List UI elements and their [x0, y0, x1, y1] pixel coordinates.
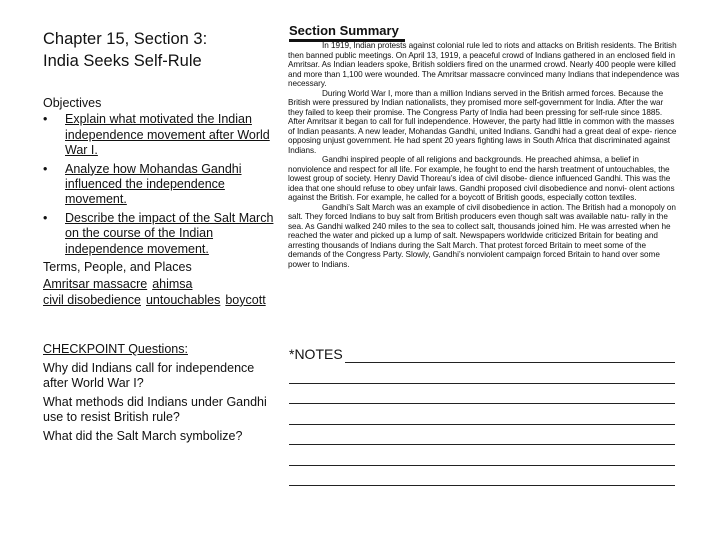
objective-item	[43, 162, 275, 208]
notes-line	[289, 465, 675, 466]
objectives-list	[43, 112, 275, 257]
bullet-icon: •	[43, 112, 48, 127]
objective-item	[43, 211, 275, 257]
summary-body	[288, 41, 680, 269]
notes-line	[289, 444, 675, 445]
objective-text: Analyze how Mohandas Gandhi influenced the independence movement.	[65, 161, 242, 207]
objective-item	[43, 112, 275, 158]
objective-text: Explain what motivated the Indian independence movement after World War I.	[65, 112, 270, 158]
checkpoint-question: What methods did Indians under Gandhi use to resist British rule?	[43, 394, 267, 425]
term-ahimsa: ahimsa	[152, 277, 193, 292]
title-line-1: Chapter 15, Section 3:	[43, 30, 208, 48]
checkpoint-question: What did the Salt March symbolize?	[43, 428, 243, 443]
title-line-2: India Seeks Self-Rule	[43, 52, 202, 70]
notes-line	[345, 348, 675, 363]
notes-line	[289, 485, 675, 486]
notes-section	[289, 345, 675, 486]
checkpoint-heading: CHECKPOINT Questions:	[43, 342, 188, 356]
summary-paragraph: During World War I, more than a million Indians served in the British armed forces. Because the British were pressured by Indian nationalists, they promised more self-government for India. After the war they failed to keep their promise. The Congress Party of India had been pressing for self-rule since 1885. After Amritsar it began to call for full independence. However, the party had little in common with the masses of Indian peasants. A new leader, Mohandas Gandhi, united Indians. Gandhi had a great deal of expe- rience opposing unjust government. He had spent 20 years fighting laws in South Africa that discriminated against Indians.	[288, 88, 677, 155]
term-untouchables: untouchables	[145, 292, 221, 307]
objectives-panel	[43, 28, 275, 308]
bullet-icon: •	[43, 210, 48, 225]
term-boycott: boycott	[225, 292, 266, 307]
checkpoint-question: Why did Indians call for independence after World War I?	[43, 360, 255, 391]
notes-heading: *NOTES	[289, 346, 343, 362]
notes-heading-row	[289, 345, 675, 363]
term-civil-disobedience: civil disobedience	[43, 292, 141, 307]
terms-list	[43, 277, 275, 308]
summary-paragraph: Gandhi’s Salt March was an example of civil disobedience in action. The British had a monopoly on salt. They forced Indians to buy salt from British producers even though salt was available natu- rally in the sea. As Gandhi walked 240 miles to the sea to collect salt, thousands joined him. He was arrested when he reached the water and picked up a lump of salt. Newspapers worldwide criticized Britain for beating and arresting thousands of Indians during the Salt March. That protest forced Britain to meet some of the demands of the Congress Party. Slowly, Gandhi’s nonviolent campaign forced Britain to hand over some power to Indians.	[288, 202, 676, 269]
terms-heading: Terms, People, and Places	[43, 260, 192, 275]
page-title	[43, 28, 275, 72]
term-amritsar-massacre: Amritsar massacre	[43, 277, 148, 292]
notes-line	[289, 383, 675, 384]
objectives-section	[43, 96, 275, 308]
summary-heading: Section Summary	[289, 23, 399, 38]
objective-text: Describe the impact of the Salt March on the course of the Indian independence movement.	[65, 210, 274, 256]
notes-line	[289, 424, 675, 425]
summary-paragraph: Gandhi inspired people of all religions and backgrounds. He preached ahimsa, a belief in nonviolence and respect for all life. For example, he fought to end the harsh treatment of untouchables, the lowest group of society. Henry David Thoreau’s idea of civil disobe- dience influenced Gandhi. This was the idea that one should refuse to obey unfair laws. Gandhi proposed civil disobedience and nonvi- olent actions against the British. For example, he called for a boycott of British goods, especially cotton textiles.	[288, 155, 675, 202]
summary-paragraph: In 1919, Indian protests against colonial rule led to riots and attacks on British residents. The British then banned public meetings. On April 13, 1919, a peaceful crowd of Indians gathered in an enclosed field in Amritsar. As Indian leaders spoke, British soldiers fired on the unarmed crowd. Nearly 400 people were killed and more than 1,100 were wounded. The Amritsar massacre convinced many Indians that independence was necessary.	[288, 41, 680, 88]
notes-line	[289, 403, 675, 404]
objectives-heading: Objectives	[43, 96, 102, 110]
checkpoint-section	[43, 342, 275, 448]
bullet-icon: •	[43, 161, 48, 176]
